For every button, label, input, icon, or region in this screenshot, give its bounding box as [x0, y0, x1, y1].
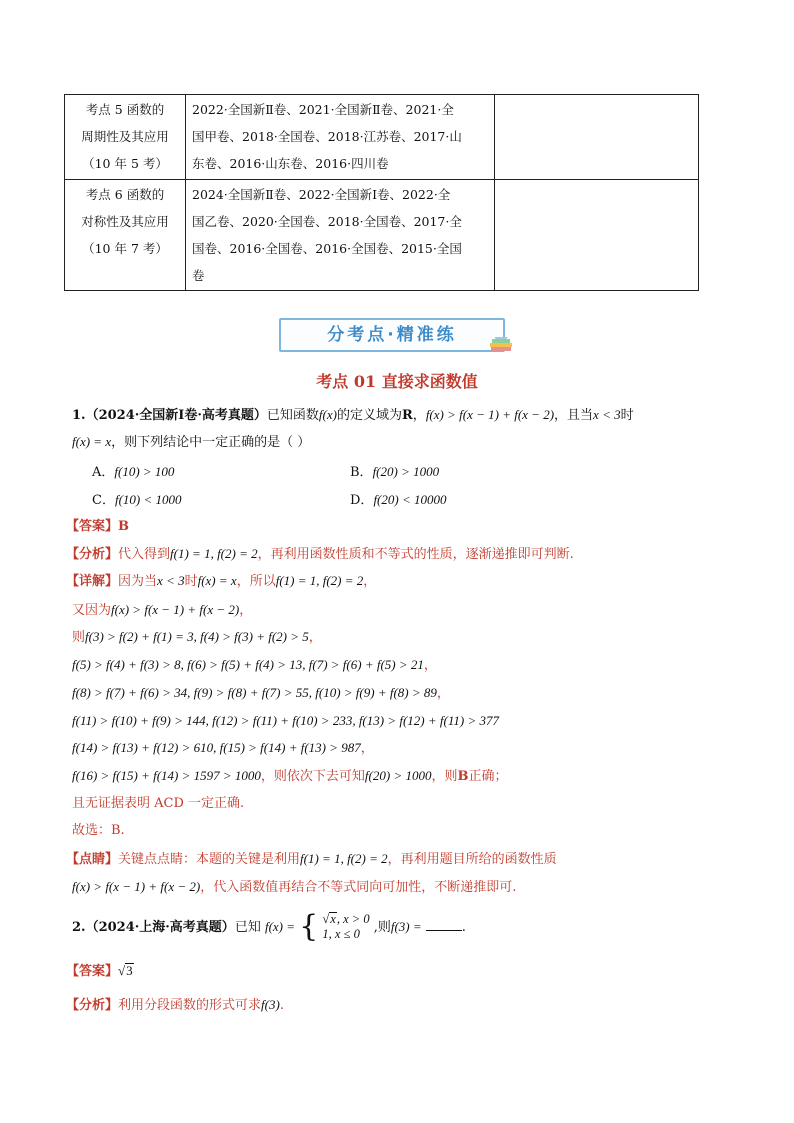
math-expr: f(8) > f(7) + f(6) > 34, f(9) > f(8) + f(7) > 55, f(10) > f(9) + f(8) > 89 — [72, 685, 437, 700]
option-label: D． — [350, 493, 374, 508]
radicand: 3 — [126, 963, 133, 978]
option-expr: f(20) > 1000 — [372, 464, 440, 479]
papers-cell — [186, 95, 495, 180]
math-expr: f(x) > f(x − 1) + f(x − 2) — [111, 602, 240, 617]
question-source: （2024·上海·高考真题） — [85, 920, 235, 935]
detail-text: 又因为 — [72, 603, 112, 618]
q1-analysis — [66, 545, 574, 564]
detail-text: 则 — [72, 630, 86, 645]
stem-text: 的定义域为 — [336, 408, 402, 423]
question-number: 2. — [72, 920, 86, 935]
math-expr: f(x) > f(x − 1) + f(x − 2) — [72, 879, 201, 894]
section-banner: 分考点·精准练 — [279, 318, 505, 352]
math-expr: x < 3 — [593, 407, 621, 422]
q1-detail-line6 — [72, 712, 499, 731]
answer-value: B — [118, 519, 130, 534]
comment-text: 关键点点睛：本题的关键是利用 — [118, 852, 301, 867]
detail-text: ， — [363, 574, 377, 589]
detail-text: ， — [423, 658, 437, 673]
math-set: R — [401, 408, 413, 423]
option-expr: f(10) < 1000 — [114, 492, 182, 507]
q1-detail-line9: 且无证据表明 ACD 一定正确. — [72, 796, 245, 811]
piecewise-case-2: 1, x ≤ 0 — [322, 927, 360, 942]
q1-comment-line2 — [72, 878, 516, 897]
q1-detail-line8 — [72, 767, 508, 786]
math-expr: f(x) = — [264, 919, 296, 934]
math-expr: x < 3 — [157, 573, 185, 588]
analysis-text: . — [279, 998, 284, 1013]
detail-text: 因为当 — [118, 574, 158, 589]
stem-text: ,则 — [373, 920, 391, 935]
q1-detail-line5 — [72, 684, 450, 703]
math-expr: f(1) = 1, f(2) = 2 — [170, 546, 258, 561]
option-label: C． — [92, 493, 115, 508]
detail-text: 正确； — [468, 769, 508, 784]
detail-text: ， — [239, 603, 253, 618]
detail-text: ，则 — [431, 769, 458, 784]
q2-stem — [72, 909, 466, 945]
books-icon — [488, 333, 514, 353]
stem-text: ，则下列结论中一定正确的是（ ） — [111, 435, 311, 450]
analysis-text: ，再利用函数性质和不等式的性质，逐渐递推即可判断. — [257, 547, 574, 562]
empty-cell — [495, 95, 699, 180]
topic-line: 考点 6 函数的 — [85, 187, 165, 202]
answer-blank[interactable] — [426, 918, 462, 931]
math-expr: f(x) — [318, 407, 337, 422]
answer-tag: 【答案】 — [66, 964, 119, 979]
stem-text: ，且当 — [554, 408, 594, 423]
analysis-text: 代入得到 — [118, 547, 171, 562]
topic-line: 对称性及其应用 — [81, 214, 169, 229]
detail-tag: 【详解】 — [66, 574, 119, 589]
q1-detail-line3 — [72, 628, 322, 647]
stem-text: 已知函数 — [266, 408, 319, 423]
detail-text: ， — [436, 686, 450, 701]
math-expr: f(3) = — [390, 919, 422, 934]
comment-text: ，再利用题目所给的函数性质 — [387, 852, 557, 867]
option-c[interactable] — [92, 489, 182, 508]
detail-text: ，则依次下去可知 — [260, 769, 365, 784]
q1-detail-line10: 故选：B. — [72, 823, 125, 838]
question-source: （2024·全国新Ⅰ卷·高考真题） — [85, 408, 267, 423]
math-expr: f(1) = 1, f(2) = 2 — [300, 851, 388, 866]
q1-comment-line1 — [66, 850, 557, 869]
empty-cell — [495, 180, 699, 291]
comment-text: ，代入函数值再结合不等式同向可加性，不断递推即可. — [200, 880, 517, 895]
papers-line: 卷 — [192, 268, 205, 283]
papers-line: 国乙卷、2020·全国卷、2018·全国卷、2017·全 — [192, 214, 462, 229]
answer-value: √3 — [118, 963, 133, 978]
stem-text: 已知 — [234, 920, 261, 935]
math-expr: f(3) > f(2) + f(1) = 3, f(4) > f(3) + f(2) > 5 — [85, 629, 309, 644]
math-expr: f(x) = x — [72, 434, 112, 449]
exam-points-table — [64, 94, 699, 291]
detail-text: ， — [308, 630, 322, 645]
option-label: B． — [350, 465, 373, 480]
papers-line: 2022·全国新Ⅱ卷、2021·全国新Ⅱ卷、2021·全 — [192, 102, 454, 117]
math-expr: f(20) > 1000 — [364, 768, 432, 783]
math-expr: f(16) > f(15) + f(14) > 1597 > 1000 — [72, 768, 261, 783]
papers-line: 2024·全国新Ⅱ卷、2022·全国新Ⅰ卷、2022·全 — [192, 187, 451, 202]
option-label: A． — [92, 465, 115, 480]
q1-detail-line2 — [72, 601, 252, 620]
math-expr: f(5) > f(4) + f(3) > 8, f(6) > f(5) + f(4) > 13, f(7) > f(6) + f(5) > 21 — [72, 657, 424, 672]
stem-text: 时 — [620, 408, 634, 423]
detail-text: 时 — [184, 574, 198, 589]
q2-analysis — [66, 996, 284, 1015]
table-row — [65, 95, 699, 180]
option-b[interactable] — [350, 461, 439, 480]
stem-text: ， — [412, 408, 426, 423]
comment-tag: 【点睛】 — [66, 852, 119, 867]
math-expr: f(3) — [261, 997, 280, 1012]
papers-line: 东卷、2016·山东卷、2016·四川卷 — [192, 156, 389, 171]
q2-answer — [66, 962, 134, 981]
q1-stem-line2 — [72, 433, 310, 452]
topic-line: （10 年 5 考） — [82, 156, 168, 171]
radicand: x — [330, 912, 336, 927]
topic-cell — [65, 180, 186, 291]
answer-tag: 【答案】 — [66, 519, 119, 534]
q1-stem-line1 — [72, 406, 634, 425]
piecewise-cases — [322, 912, 369, 942]
math-expr: f(11) > f(10) + f(9) > 144, f(12) > f(11) + f(10) > 233, f(13) > f(12) + f(11) > 377 — [72, 713, 499, 728]
topic-line: 周期性及其应用 — [81, 129, 169, 144]
stem-text: . — [461, 920, 466, 935]
topic-line: （10 年 7 考） — [82, 241, 168, 256]
option-expr: f(20) < 10000 — [373, 492, 447, 507]
analysis-text: 利用分段函数的形式可求 — [118, 998, 262, 1013]
case-condition: , x > 0 — [336, 912, 370, 927]
table-row — [65, 180, 699, 291]
detail-text: ， — [360, 741, 374, 756]
analysis-tag: 【分析】 — [66, 547, 119, 562]
detail-text: B — [457, 769, 469, 784]
math-expr: f(14) > f(13) + f(12) > 610, f(15) > f(14) + f(13) > 987 — [72, 740, 361, 755]
math-expr: f(1) = 1, f(2) = 2 — [275, 573, 364, 588]
section-title: 考点 01 直接求函数值 — [316, 372, 478, 391]
question-number: 1. — [72, 408, 86, 423]
topic-line: 考点 5 函数的 — [85, 102, 165, 117]
papers-cell — [186, 180, 495, 291]
papers-line: 国卷、2016·全国卷、2016·全国卷、2015·全国 — [192, 241, 462, 256]
q1-detail-line4 — [72, 656, 437, 675]
piecewise-function — [299, 909, 370, 945]
brace-symbol: { — [299, 909, 319, 945]
analysis-tag: 【分析】 — [66, 998, 119, 1013]
piecewise-case-1: √x, x > 0 — [322, 912, 370, 927]
q1-detail-line1 — [66, 572, 376, 591]
topic-cell — [65, 95, 186, 180]
q1-detail-line7 — [72, 739, 374, 758]
option-expr: f(10) > 100 — [114, 464, 175, 479]
q1-answer — [66, 518, 129, 536]
math-expr: f(x) = x — [197, 573, 237, 588]
papers-line: 国甲卷、2018·全国卷、2018·江苏卷、2017·山 — [192, 129, 462, 144]
option-a[interactable] — [92, 461, 174, 480]
detail-text: ，所以 — [236, 574, 276, 589]
option-d[interactable] — [350, 489, 446, 508]
math-expr: f(x) > f(x − 1) + f(x − 2) — [425, 407, 555, 422]
